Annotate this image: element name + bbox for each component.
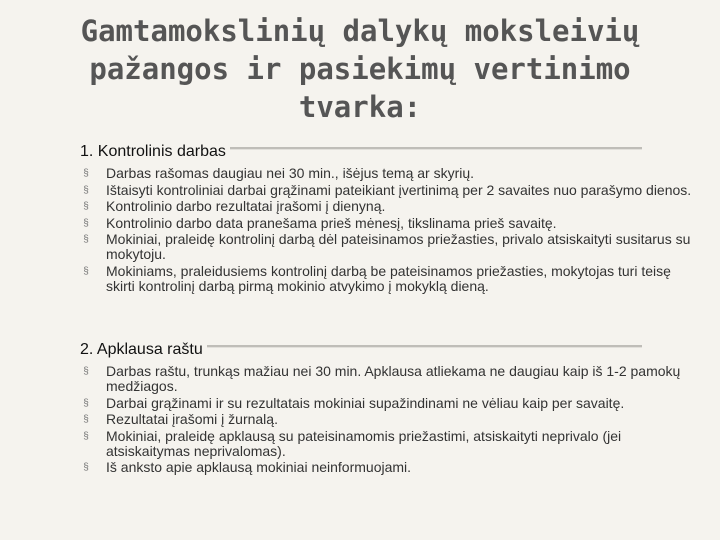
list-item: [80, 264, 700, 294]
list-item: [80, 396, 700, 411]
section-heading-apklausa: [80, 341, 207, 359]
section-bullet-icon: §: [83, 217, 89, 229]
section-bullet-icon: §: [83, 366, 89, 377]
slide-title: Gamtamokslinių dalykų moksleivių pažangos ir pasiekimų vertinimo tvarka:: [80, 14, 640, 124]
list-item: [80, 412, 700, 427]
section-bullet-icon: §: [83, 462, 89, 473]
list-item-text: Rezultatai įrašomi į žurnalą.: [106, 411, 278, 427]
list-item: [80, 216, 700, 231]
list-item-text: Iš anksto apie apklausą mokiniai neinformuojami.: [106, 459, 412, 475]
list-item-text: Kontrolinio darbo data pranešama prieš mėnesį, tikslinama prieš savaitę.: [106, 214, 557, 231]
list-item-text: Darbas rašomas daugiau nei 30 min., išėjus temą ar skyrių.: [106, 165, 475, 181]
list-item-text: Ištaisyti kontroliniai darbai grąžinami pateikiant įvertinimą per 2 savaites nuo parašymo dienos.: [106, 181, 692, 198]
list-item: [80, 183, 700, 198]
list-item: [80, 199, 700, 214]
list-item-text: Darbai grąžinami ir su rezultatais mokiniai supažindinami ne vėliau kaip per savaitę.: [106, 394, 625, 411]
section-heading-kontrolinis: [80, 143, 230, 161]
list-item-text: Mokiniams, praleidusiems kontrolinį darbą be pateisinamos priežasties, mokytojas turi teisę skirti kontrolinį darbą pirmą mokinio atvykimo į mokyklą dieną.: [106, 262, 671, 294]
section-bullet-icon: §: [83, 168, 89, 179]
section-heading-label: 1. Kontrolinis darbas: [80, 143, 230, 161]
list-item: [80, 166, 700, 181]
list-item: [80, 460, 700, 475]
list-item-text: Kontrolinio darbo rezultatai įrašomi į dienyną.: [106, 198, 386, 214]
section-bullet-icon: §: [83, 234, 89, 245]
section-bullet-icon: §: [83, 265, 89, 277]
apklausa-bullet-list: [80, 364, 700, 477]
list-item: [80, 364, 700, 394]
section-bullet-icon: §: [83, 414, 89, 425]
list-item: [80, 429, 700, 459]
list-item-text: Mokiniai, praleidę kontrolinį darbą dėl pateisinamos priežasties, privalo atsiskaityti susitarus su mokytoju.: [106, 231, 691, 262]
section-bullet-icon: §: [83, 201, 89, 212]
list-item-text: Mokiniai, praleidę apklausą su pateisinamomis priežastimi, atsiskaityti neprivalo (jei atsiskaitymas neprivalomas).: [106, 427, 622, 459]
section-bullet-icon: §: [83, 397, 89, 409]
section-bullet-icon: §: [83, 184, 89, 196]
section-bullet-icon: §: [83, 430, 89, 442]
list-item: [80, 232, 700, 262]
list-item-text: Darbas raštu, trunkąs mažiau nei 30 min. Apklausa atliekama ne daugiau kaip iš 1-2 pamokų medžiagos.: [106, 363, 681, 394]
section-heading-label: 2. Apklausa raštu: [80, 341, 207, 359]
kontrolinis-bullet-list: [80, 166, 700, 295]
